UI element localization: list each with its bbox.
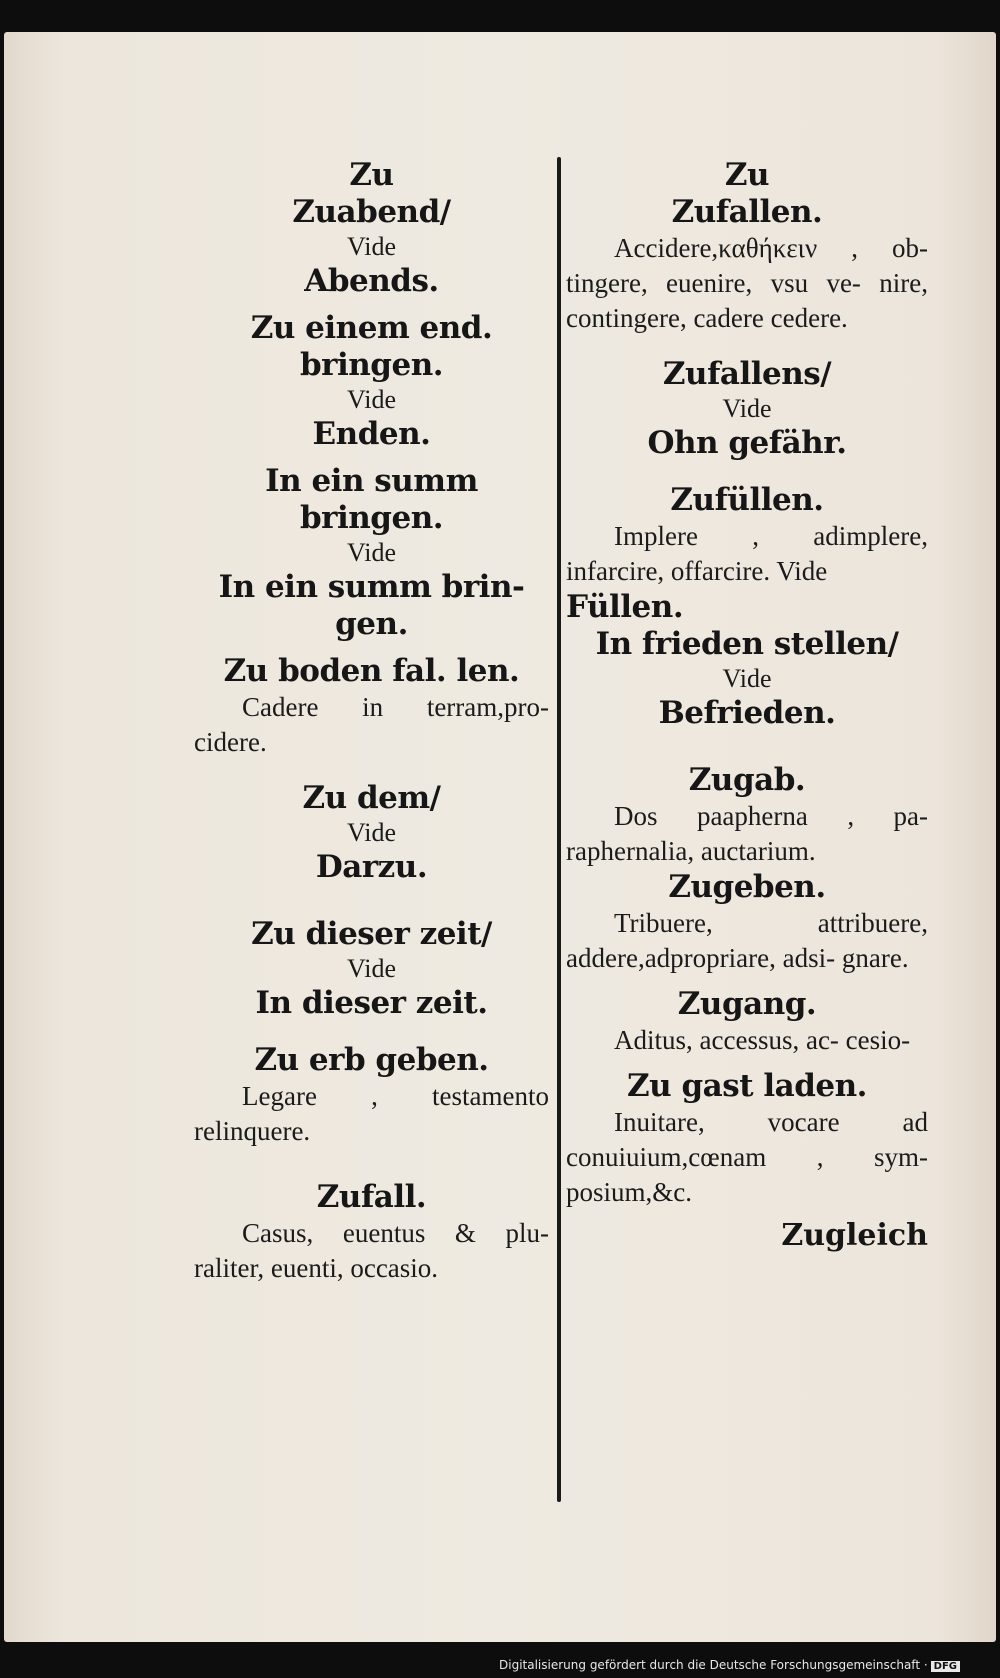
column-header: Zu bbox=[349, 157, 394, 193]
cross-reference: Füllen. bbox=[566, 589, 684, 625]
entry-headword: Zu gast laden. bbox=[627, 1068, 867, 1104]
dictionary-entry bbox=[566, 482, 928, 626]
dictionary-entry bbox=[566, 1068, 928, 1210]
dictionary-entry bbox=[566, 194, 928, 336]
vide-label: Vide bbox=[722, 394, 772, 423]
entry-headword: Zu dieser zeit/ bbox=[251, 916, 492, 952]
entry-headword: Zugeben. bbox=[668, 869, 826, 905]
dictionary-entry bbox=[194, 1179, 549, 1286]
dictionary-entry bbox=[194, 310, 549, 453]
dictionary-entry bbox=[566, 762, 928, 869]
cross-reference: Befrieden. bbox=[658, 695, 836, 731]
entry-headword: In ein summ bringen. bbox=[265, 463, 478, 536]
dictionary-entry bbox=[194, 1042, 549, 1149]
cross-reference: Ohn gefähr. bbox=[647, 425, 847, 461]
vide-label: Vide bbox=[347, 538, 396, 567]
entry-headword: Zufallen. bbox=[671, 194, 823, 230]
dictionary-entry bbox=[566, 986, 928, 1058]
dfg-logo: DFG bbox=[931, 1661, 960, 1672]
entry-headword: Zu dem/ bbox=[302, 780, 441, 816]
vide-label: Vide bbox=[347, 232, 396, 261]
entry-headword: Zu erb geben. bbox=[254, 1042, 489, 1078]
catchword: Zugleich bbox=[781, 1218, 928, 1253]
column-divider bbox=[557, 157, 561, 1502]
vide-label: Vide bbox=[347, 954, 396, 983]
entry-headword: In frieden stellen/ bbox=[595, 626, 899, 662]
cross-reference: In ein summ brin- gen. bbox=[218, 569, 525, 642]
dictionary-entry bbox=[194, 463, 549, 643]
latin-definition: Casus, euentus & plu- raliter, euenti, occasio. bbox=[194, 1218, 549, 1283]
dictionary-entry bbox=[194, 653, 549, 760]
dictionary-entry bbox=[566, 356, 928, 462]
cross-reference: In dieser zeit. bbox=[255, 985, 488, 1021]
book-page bbox=[4, 32, 996, 1642]
left-column bbox=[194, 157, 549, 1286]
dictionary-entry bbox=[194, 194, 549, 300]
vide-label: Vide bbox=[722, 664, 772, 693]
vide-label: Vide bbox=[347, 385, 396, 414]
dictionary-entry bbox=[566, 626, 928, 732]
entry-headword: Zu boden fal. len. bbox=[223, 653, 520, 689]
column-header: Zu bbox=[724, 157, 770, 193]
entry-headword: Zugab. bbox=[688, 762, 806, 798]
dictionary-entry bbox=[194, 780, 549, 886]
entry-headword: Zu einem end. bringen. bbox=[250, 310, 493, 383]
latin-definition: Dos paapherna , pa- raphernalia, auctarium. bbox=[566, 801, 928, 866]
cross-reference: Darzu. bbox=[315, 849, 428, 885]
digitization-credit bbox=[499, 1658, 960, 1672]
cross-reference: Abends. bbox=[304, 263, 439, 299]
latin-definition: Cadere in terram,pro- cidere. bbox=[194, 692, 549, 757]
latin-definition: Legare , testamento relinquere. bbox=[194, 1081, 549, 1146]
credit-text: Digitalisierung gefördert durch die Deutsche Forschungsgemeinschaft · bbox=[499, 1658, 928, 1672]
entry-headword: Zufallens/ bbox=[662, 356, 832, 392]
vide-label: Vide bbox=[347, 818, 396, 847]
dictionary-entry bbox=[566, 869, 928, 976]
entry-headword: Zufall. bbox=[316, 1179, 427, 1215]
dictionary-entry bbox=[194, 916, 549, 1022]
right-column bbox=[566, 157, 928, 1253]
latin-definition: Inuitare, vocare ad conuiuium,cœnam , sym- posium,&c. bbox=[566, 1107, 928, 1207]
entry-headword: Zufüllen. bbox=[670, 482, 824, 518]
latin-definition: Accidere,καθήκειν , ob- tingere, euenire, vsu ve- nire, contingere, cadere cedere. bbox=[566, 233, 928, 333]
cross-reference: Enden. bbox=[312, 416, 431, 452]
latin-definition: Tribuere, attribuere, addere,adpropriare, adsi- gnare. bbox=[566, 908, 928, 973]
entry-headword: Zugang. bbox=[677, 986, 817, 1022]
latin-definition: Aditus, accessus, ac- cesio- bbox=[614, 1025, 911, 1055]
latin-definition: Implere , adimplere, infarcire, offarcire. Vide bbox=[566, 521, 928, 586]
entry-headword: Zuabend/ bbox=[292, 194, 451, 230]
